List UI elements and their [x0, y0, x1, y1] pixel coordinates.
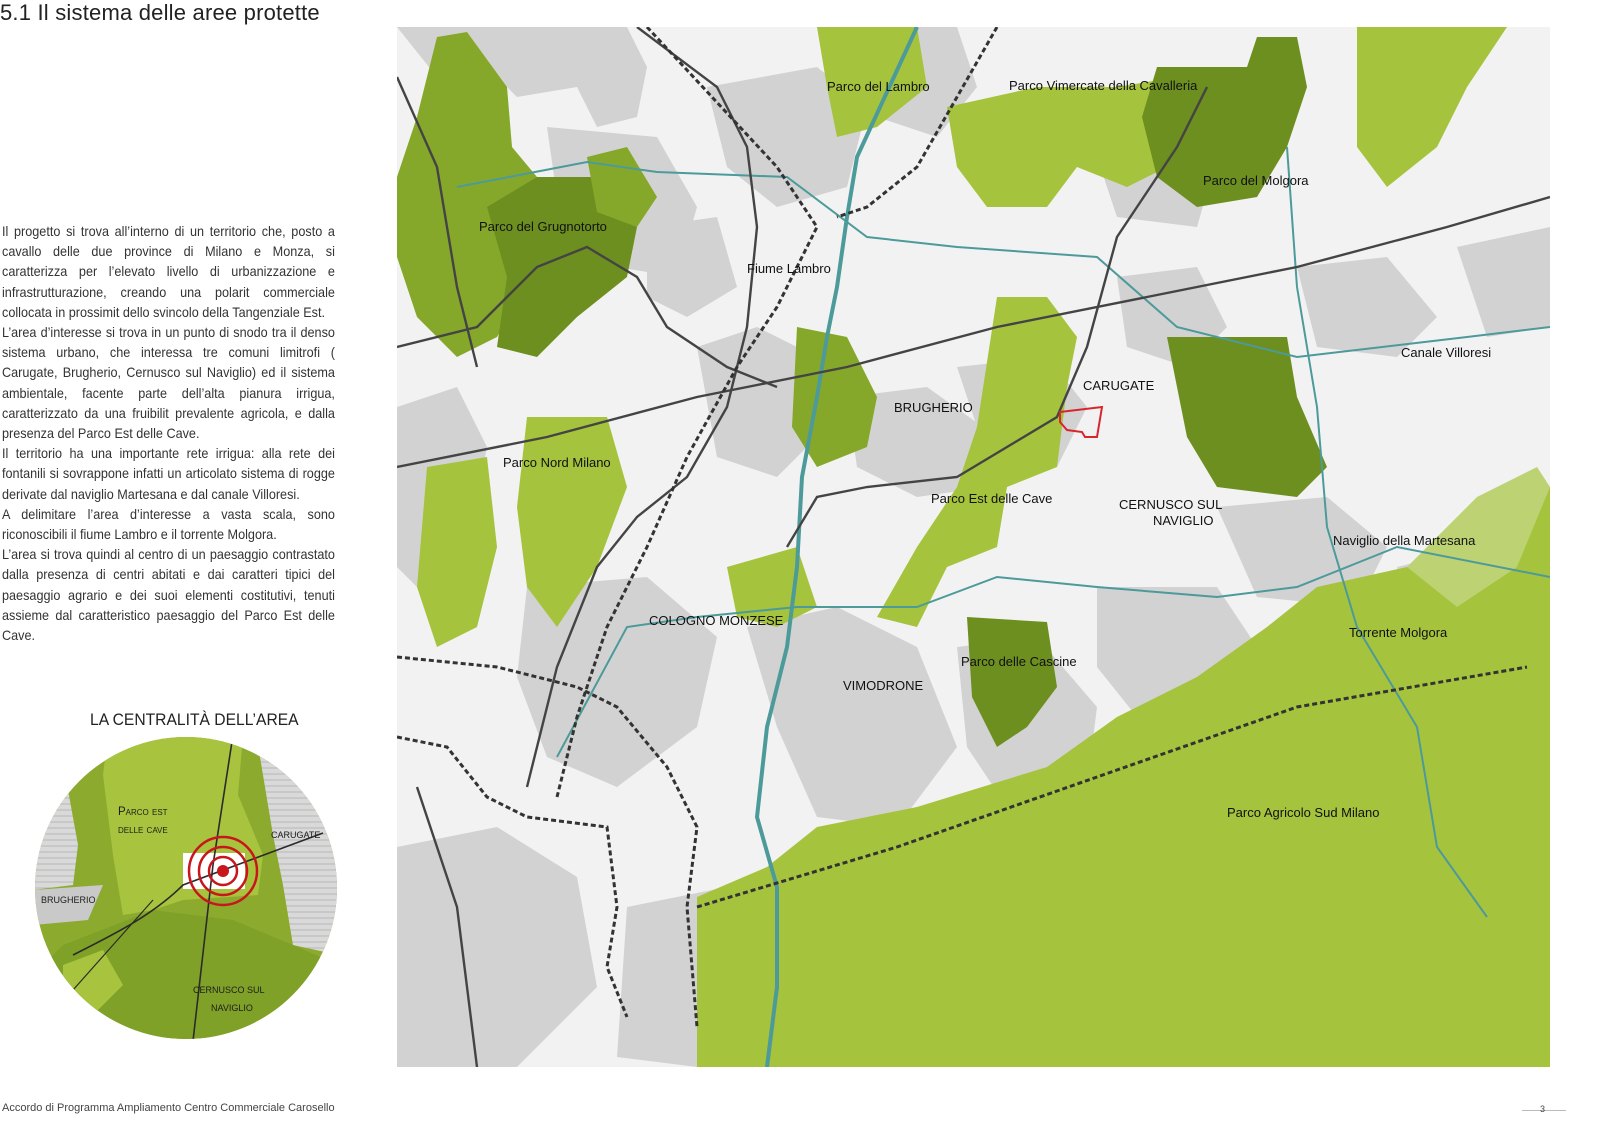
- inset-label-brugherio: BRUGHERIO: [41, 895, 96, 905]
- inset-label-parco-line1: Parco est: [118, 806, 168, 818]
- label-canale-villoresi: Canale Villoresi: [1401, 345, 1492, 360]
- inset-label-cernusco-line2: NAVIGLIO: [211, 1003, 253, 1013]
- inset-label-parco-line2: delle cave: [118, 824, 168, 836]
- intro-text: [2, 222, 335, 646]
- label-parco-cascine: Parco delle Cascine: [961, 654, 1077, 669]
- intro-paragraph: L’area d’interesse si trova in un punto di snodo tra il denso sistema urbano, che interessa tre comuni limitrofi ( Carugate, Brugherio, Cernusco sul Naviglio) ed il sistema ambientale, facente parte dell’alta pianura irrigua, caratterizzato da una fruibilit prevalente agricola, e dalla presenza del Parco Est delle Cave.: [2, 325, 335, 442]
- intro-paragraph: L’area si trova quindi al centro di un paesaggio contrastato dalla presenza di centri abitati e dai caratteri tipici del paesaggio agrario e dei suoi elementi costitutivi, tenuti assieme dal caratteristico paesaggio del Parco Est delle Cave.: [2, 547, 335, 644]
- footer-text: Accordo di Programma Ampliamento Centro Commerciale Carosello: [2, 1102, 335, 1114]
- page-number: 3: [1540, 1104, 1546, 1114]
- label-vimodrone: VIMODRONE: [843, 678, 924, 693]
- inset-target-center: [217, 865, 229, 877]
- label-parco-grugnotorto: Parco del Grugnotorto: [479, 219, 607, 234]
- label-parco-nord: Parco Nord Milano: [503, 455, 611, 470]
- label-parco-est-cave: Parco Est delle Cave: [931, 491, 1053, 506]
- label-cernusco-line2: NAVIGLIO: [1153, 513, 1214, 528]
- label-brugherio: BRUGHERIO: [894, 400, 973, 415]
- label-naviglio-martesana: Naviglio della Martesana: [1333, 533, 1476, 548]
- label-cernusco-line1: CERNUSCO SUL: [1119, 497, 1223, 512]
- label-parco-vimercate: Parco Vimercate della Cavalleria: [1009, 78, 1198, 93]
- intro-paragraph: Il territorio ha una importante rete irrigua: alla rete dei fontanili si sovrappone infatti un articolato sistema di rogge derivate dal naviglio Martesana e dal canale Villoresi.: [2, 446, 335, 502]
- centrality-inset-map: [33, 735, 339, 1041]
- label-parco-molgora: Parco del Molgora: [1203, 173, 1309, 188]
- page-title: 5.1 Il sistema delle aree protette: [0, 0, 320, 25]
- intro-paragraph: A delimitare l’area d’interesse a vasta scala, sono riconoscibili il fiume Lambro e il torrente Molgora.: [2, 506, 335, 543]
- label-fiume-lambro: Fiume Lambro: [747, 261, 831, 276]
- inset-title: LA CENTRALITÀ DELL’AREA: [90, 710, 299, 729]
- label-cologno: COLOGNO MONZESE: [649, 613, 784, 628]
- inset-label-cernusco-line1: CERNUSCO SUL: [193, 985, 265, 995]
- label-parco-agricolo: Parco Agricolo Sud Milano: [1227, 805, 1380, 820]
- inset-label-carugate: CARUGATE: [271, 830, 321, 840]
- label-carugate: CARUGATE: [1083, 378, 1155, 393]
- label-torrente-molgora: Torrente Molgora: [1349, 625, 1448, 640]
- protected-areas-map: [397, 27, 1550, 1067]
- label-parco-lambro: Parco del Lambro: [827, 79, 930, 94]
- intro-paragraph: Il progetto si trova all’interno di un territorio che, posto a cavallo delle due province di Milano e Monza, si caratterizza per l’elevato livello di urbanizzazione e infrastrutturazione, creando una polarit commerciale collocata in prossimit dello svincolo della Tangenziale Est.: [2, 224, 335, 320]
